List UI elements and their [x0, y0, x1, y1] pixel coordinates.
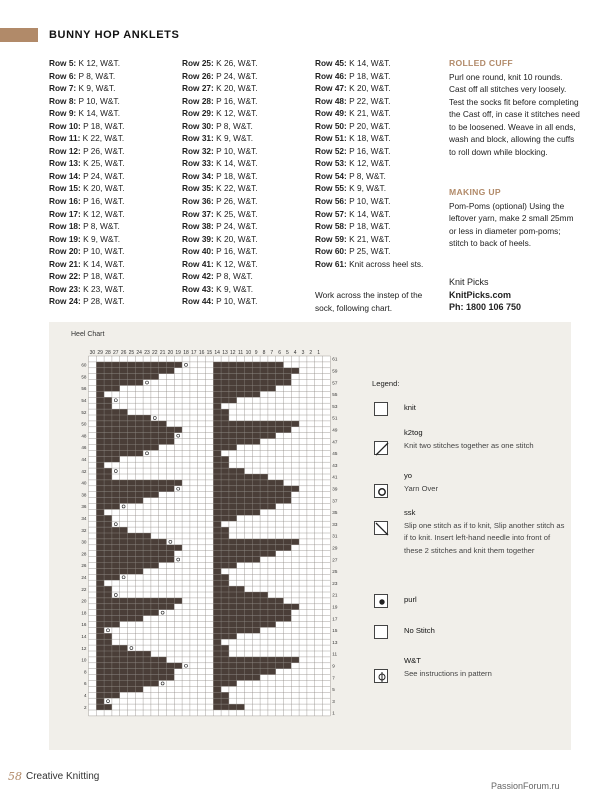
chart-column-label: 7	[270, 350, 274, 356]
chart-column-label: 12	[230, 350, 236, 356]
row-instruction: Row 9: K 14, W&T.	[49, 108, 121, 119]
instep-note: Work across the instep of the sock, following chart.	[315, 290, 423, 313]
chart-column-label: 25	[128, 350, 135, 356]
phi-icon	[374, 669, 388, 683]
chart-row-label: 46	[81, 445, 87, 451]
chart-row-label: 24	[81, 575, 87, 581]
making-up-section	[449, 186, 581, 250]
dot-icon	[374, 594, 388, 608]
row-instruction: Row 6: P 8, W&T.	[49, 70, 116, 81]
chart-row-label: 4	[83, 693, 87, 699]
chart-row-label: 18	[81, 610, 87, 616]
chart-column-label: 1	[317, 350, 320, 356]
chart-row-label: 30	[81, 539, 87, 545]
row-instruction: Row 17: K 12, W&T.	[49, 208, 125, 219]
empty-square-icon	[374, 402, 388, 416]
rows-column-3	[315, 57, 423, 270]
row-instruction: Row 49: K 21, W&T.	[315, 108, 391, 119]
chart-row-label: 40	[81, 480, 87, 486]
row-instruction: Row 53: K 12, W&T.	[315, 158, 391, 169]
row-instruction: Row 28: P 16, W&T.	[182, 95, 258, 106]
chart-row-label: 2	[83, 704, 87, 710]
chart-column-label: 28	[105, 350, 111, 356]
chart-row-label: 50	[81, 421, 87, 427]
chart-row-label: 34	[81, 516, 87, 522]
chart-column-label: 11	[237, 350, 244, 356]
chart-title: Heel Chart	[71, 331, 105, 338]
chart-column-label: 5	[286, 350, 289, 356]
chart-row-label: 25	[332, 569, 338, 575]
row-instruction: Row 19: K 9, W&T.	[49, 233, 120, 244]
chart-row-label: 44	[81, 457, 87, 463]
chart-row-label: 17	[332, 616, 338, 622]
chart-row-label: 21	[332, 592, 338, 598]
publication-name: Creative Knitting	[26, 771, 100, 782]
chart-column-label: 19	[175, 350, 181, 356]
chart-column-label: 13	[222, 350, 228, 356]
contact-phone: Ph: 1800 106 750	[449, 302, 522, 312]
chart-row-label: 28	[81, 551, 87, 557]
chart-row-label: 11	[332, 651, 338, 657]
rows-column-1	[49, 57, 125, 308]
chart-row-label: 9	[332, 663, 335, 669]
heel-chart-grid	[68, 346, 358, 742]
chart-row-label: 29	[332, 545, 338, 551]
row-instruction: Row 41: K 12, W&T.	[182, 258, 258, 269]
row-instruction: Row 58: P 18, W&T.	[315, 221, 391, 232]
chart-row-label: 45	[332, 451, 338, 457]
row-instruction: Row 56: P 10, W&T.	[315, 196, 391, 207]
chart-row-label: 39	[332, 486, 338, 492]
row-instruction: Row 5: K 12, W&T.	[49, 58, 121, 68]
chart-column-label: 18	[183, 350, 189, 356]
chart-row-label: 1	[332, 710, 335, 716]
row-instruction: Row 51: K 18, W&T.	[315, 133, 391, 144]
chart-row-label: 27	[332, 557, 338, 563]
chart-column-label: 10	[245, 350, 252, 356]
chart-row-label: 36	[81, 504, 87, 510]
chart-column-label: 21	[159, 350, 166, 356]
row-instruction: Row 20: P 10, W&T.	[49, 246, 125, 257]
row-instruction: Row 61: Knit across heel sts.	[315, 258, 424, 269]
row-instruction: Row 24: P 28, W&T.	[49, 296, 125, 307]
row-instruction: Row 15: K 20, W&T.	[49, 183, 125, 194]
row-instruction: Row 46: P 18, W&T.	[315, 70, 391, 81]
chart-row-label: 23	[332, 580, 338, 586]
chart-row-label: 42	[81, 468, 87, 474]
chart-row-label: 26	[81, 563, 87, 569]
chart-row-label: 37	[332, 498, 338, 504]
empty-square-icon	[374, 625, 388, 639]
watermark: PassionForum.ru	[491, 781, 560, 791]
diagonal-slash-icon	[374, 441, 388, 455]
row-instruction: Row 31: K 9, W&T.	[182, 133, 253, 144]
chart-row-label: 60	[81, 362, 87, 368]
row-instruction: Row 7: K 9, W&T.	[49, 83, 116, 94]
chart-row-label: 5	[332, 687, 335, 693]
contact-block	[449, 276, 581, 314]
chart-column-label: 20	[167, 350, 174, 356]
making-up-text: Pom-Poms (optional) Using the leftover yarn, make 2 small 25mm or less in diameter pom-poms; stitch to back of heels.	[449, 200, 574, 248]
row-instruction: Row 39: K 20, W&T.	[182, 233, 258, 244]
row-instruction: Row 60: P 25, W&T.	[315, 246, 391, 257]
chart-column-label: 14	[214, 350, 220, 356]
chart-row-label: 15	[332, 628, 338, 634]
rolled-cuff-heading: ROLLED CUFF	[449, 58, 513, 68]
circle-icon	[374, 484, 388, 498]
row-instruction: Row 10: P 18, W&T.	[49, 120, 125, 131]
chart-row-label: 51	[332, 415, 338, 421]
row-instruction: Row 35: K 22, W&T.	[182, 183, 258, 194]
row-instruction: Row 21: K 14, W&T.	[49, 258, 125, 269]
row-instruction: Row 45: K 14, W&T.	[315, 58, 391, 68]
row-instruction: Row 37: K 25, W&T.	[182, 208, 258, 219]
chart-column-label: 29	[97, 350, 103, 356]
chart-column-label: 30	[89, 350, 96, 356]
diagonal-backslash-icon	[374, 521, 388, 535]
page-title: BUNNY HOP ANKLETS	[49, 29, 180, 41]
legend-title: Legend:	[372, 379, 400, 388]
row-instruction: Row 11: K 22, W&T.	[49, 133, 125, 144]
row-instruction: Row 40: P 16, W&T.	[182, 246, 258, 257]
row-instruction: Row 47: K 20, W&T.	[315, 83, 391, 94]
chart-row-label: 19	[332, 604, 338, 610]
chart-row-label: 43	[332, 462, 338, 468]
chart-row-label: 13	[332, 639, 338, 645]
chart-row-label: 6	[83, 681, 87, 687]
row-instruction: Row 23: K 23, W&T.	[49, 283, 125, 294]
row-instruction: Row 27: K 20, W&T.	[182, 83, 258, 94]
chart-row-label: 41	[332, 474, 338, 480]
chart-column-label: 9	[254, 350, 258, 356]
rolled-cuff-section	[449, 57, 581, 158]
row-instruction: Row 59: K 21, W&T.	[315, 233, 391, 244]
rows-column-2	[182, 57, 258, 308]
chart-row-label: 56	[81, 386, 87, 392]
contact-site: KnitPicks.com	[449, 289, 512, 300]
chart-row-label: 20	[81, 598, 87, 604]
chart-column-label: 22	[152, 350, 158, 356]
chart-column-label: 17	[191, 350, 197, 356]
chart-row-label: 16	[81, 622, 87, 628]
row-instruction: Row 43: K 9, W&T.	[182, 283, 253, 294]
rolled-cuff-text: Purl one round, knit 10 rounds. Cast off all stitches very loosely. Test the socks fit before completing the Cast off, in case it stitches need to be loosened. Weave in all ends, wash and block, allowing the cuffs to roll down while blocking.	[449, 71, 580, 157]
row-instruction: Row 30: P 8, W&T.	[182, 120, 253, 131]
chart-column-label: 2	[309, 350, 313, 356]
row-instruction: Row 33: K 14, W&T.	[182, 158, 258, 169]
row-instruction: Row 50: P 20, W&T.	[315, 120, 391, 131]
chart-row-label: 10	[81, 657, 87, 663]
row-instruction: Row 54: P 8, W&T.	[315, 170, 386, 181]
row-instruction: Row 13: K 25, W&T.	[49, 158, 125, 169]
chart-row-label: 48	[81, 433, 87, 439]
chart-row-label: 8	[83, 669, 87, 675]
row-instruction: Row 18: P 8, W&T.	[49, 221, 120, 232]
chart-row-label: 7	[332, 675, 335, 681]
row-instruction: Row 36: P 26, W&T.	[182, 196, 258, 207]
chart-row-label: 57	[332, 380, 338, 386]
chart-row-label: 59	[332, 368, 338, 374]
chart-column-label: 26	[120, 350, 127, 356]
row-instruction: Row 29: K 12, W&T.	[182, 108, 258, 119]
chart-row-label: 53	[332, 403, 338, 409]
chart-column-label: 23	[144, 350, 150, 356]
row-instruction: Row 25: K 26, W&T.	[182, 58, 258, 68]
chart-row-label: 31	[332, 533, 338, 539]
chart-row-label: 49	[332, 427, 338, 433]
row-instruction: Row 8: P 10, W&T.	[49, 95, 120, 106]
row-instruction: Row 57: K 14, W&T.	[315, 208, 391, 219]
contact-name: Knit Picks	[449, 277, 489, 287]
row-instruction: Row 34: P 18, W&T.	[182, 170, 258, 181]
row-instruction: Row 26: P 24, W&T.	[182, 70, 258, 81]
chart-column-label: 15	[206, 350, 213, 356]
chart-row-label: 32	[81, 527, 87, 533]
row-instruction: Row 16: P 16, W&T.	[49, 196, 125, 207]
chart-column-label: 16	[198, 350, 205, 356]
chart-row-label: 47	[332, 439, 338, 445]
chart-row-label: 35	[332, 510, 338, 516]
row-instruction: Row 52: P 16, W&T.	[315, 145, 391, 156]
row-instruction: Row 12: P 26, W&T.	[49, 145, 125, 156]
chart-row-label: 54	[81, 398, 87, 404]
chart-row-label: 12	[81, 645, 87, 651]
chart-row-label: 3	[332, 698, 335, 704]
row-instruction: Row 14: P 24, W&T.	[49, 170, 125, 181]
row-instruction: Row 38: P 24, W&T.	[182, 221, 258, 232]
row-instruction: Row 55: K 9, W&T.	[315, 183, 386, 194]
chart-column-label: 3	[301, 350, 305, 356]
chart-row-label: 14	[81, 634, 87, 640]
chart-row-label: 38	[81, 492, 87, 498]
chart-row-label: 33	[332, 521, 338, 527]
row-instruction: Row 48: P 22, W&T.	[315, 95, 391, 106]
row-instruction: Row 32: P 10, W&T.	[182, 145, 258, 156]
making-up-heading: MAKING UP	[449, 187, 501, 197]
page-number: 58	[8, 770, 22, 783]
title-accent-bar	[0, 28, 38, 42]
chart-row-label: 52	[81, 409, 87, 415]
row-instruction: Row 44: P 10, W&T.	[182, 296, 258, 307]
chart-column-label: 4	[293, 350, 297, 356]
row-instruction: Row 42: P 8, W&T.	[182, 271, 253, 282]
chart-column-label: 8	[262, 350, 266, 356]
chart-row-label: 58	[81, 374, 87, 380]
chart-column-label: 6	[278, 350, 281, 356]
row-instruction: Row 22: P 18, W&T.	[49, 271, 125, 282]
chart-row-label: 55	[332, 392, 338, 398]
chart-panel: Heel Chart 30 29 28 27 26 25 24 23 22 21 20 19 18 17 16 15 14 13 12 11 10 9 8 7 6 5 4 3 2 1 61 59 57 55 53 51 49 47 45 43 41 39 37 35 33 31 29 27 25 23 21 19 17 15 13 11 9 7 5 3 1 60 58 56 54 52 50 48 46 44 42 40 38 36 34 32 30 28 26 24 22 20 18 16 14 12 10 8 6 4 2 Legend: knit k2tog Knit two stitches together as one stitch yo Yarn Over ssk Slip one stitch as if to knit, Slip another stitch as if to knit. Insert left-hand needle into front of these 2 stitches and knit them together purl No Stitch W&T See instructions in pattern	[49, 322, 571, 750]
chart-row-label: 22	[81, 586, 87, 592]
chart-row-label: 61	[332, 356, 338, 362]
chart-column-label: 24	[136, 350, 142, 356]
chart-column-label: 27	[113, 350, 119, 356]
